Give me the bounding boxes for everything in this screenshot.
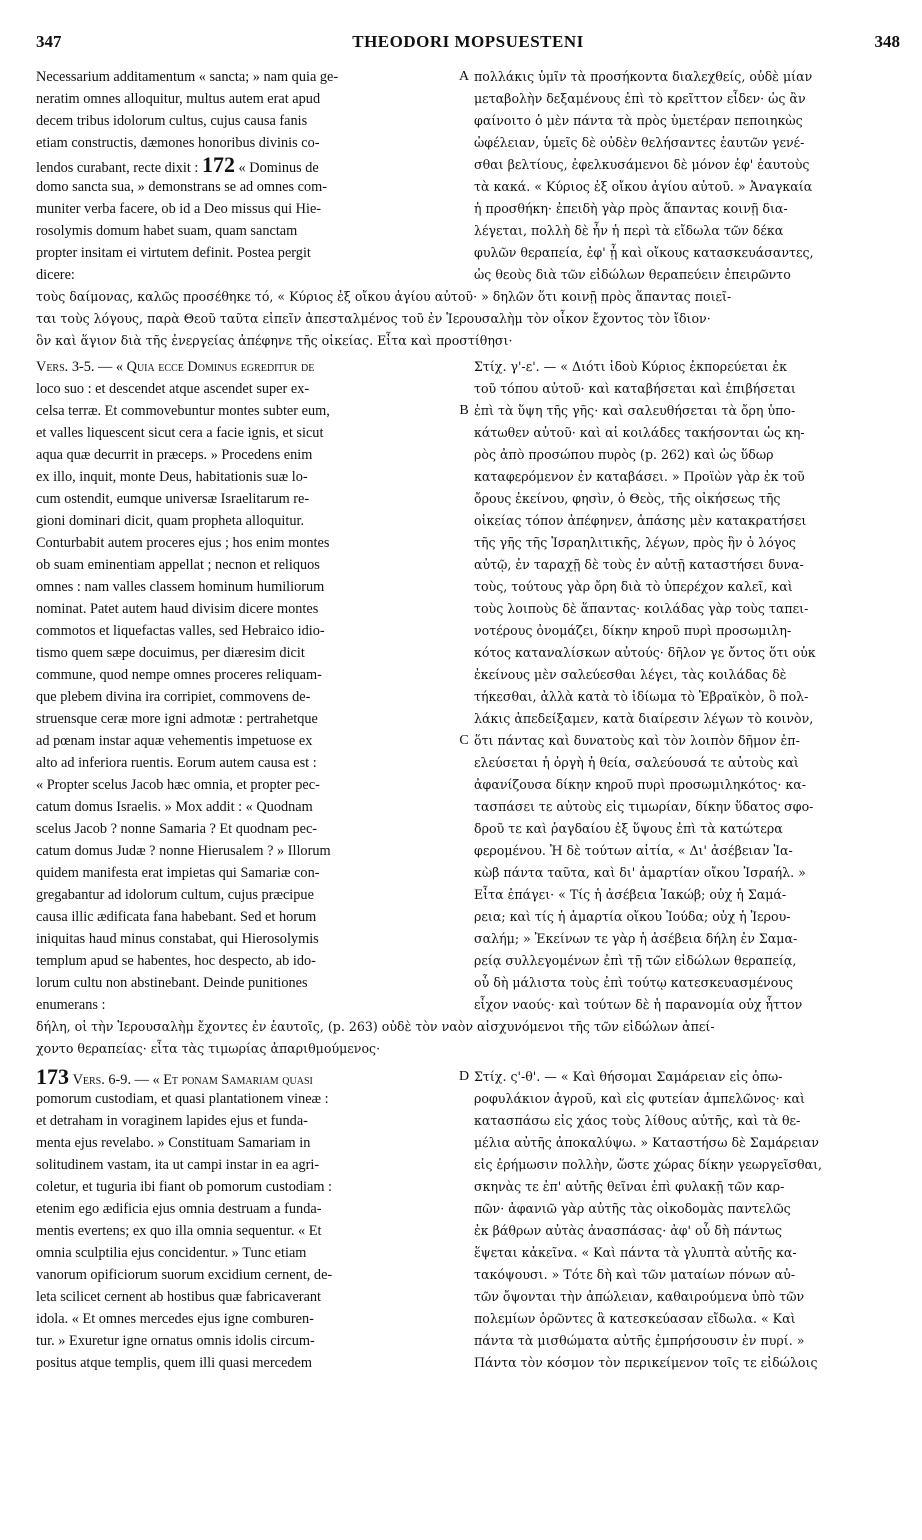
greek-line: ἐπὶ τὰ ὕψη τῆς γῆς· καὶ σαλευθήσεται τὰ ὄρη ὑπο- — [474, 403, 796, 418]
latin-line: cum ostendit, eumque universæ Israelitarum re- — [36, 491, 310, 507]
latin-line: coletur, et tuguria ibi fiant ob pomorum custodiam : — [36, 1179, 333, 1195]
latin-line: ob suam eminentiam appellat ; necnon et reliquos — [36, 557, 320, 573]
greek-line: φερομένου. Ἡ δὲ τούτων αἰτία, « Δι' ἀσέβειαν Ἰα- — [474, 843, 793, 858]
latin-line: struensque ceræ more igni admotæ : pertrahetque — [36, 711, 318, 727]
latin-text: « Dominus de — [238, 160, 319, 176]
latin-line: positus atque templis, quem illi quasi mercedem — [36, 1355, 312, 1371]
greek-line: σκηνὰς τε ἐπ' αὐτῆς θεῖναι ἐπὶ φυλακῇ τῶν καρ- — [474, 1179, 785, 1194]
greek-line: τοὺς λοιποὺς δὲ ἅπαντας· κοιλάδας γὰρ τοὺς ταπει- — [474, 601, 809, 616]
greek-full-line: ὃν καὶ ἅγιον διὰ τῆς ἐνεργείας ἀπέφηνε τῆς οἰκείας. Εἶτα καὶ προστίθησι· — [36, 333, 513, 348]
margin-marker: B — [459, 403, 469, 418]
greek-line: κατασπάσω εἰς χάος τοὺς λίθους αὐτῆς, καὶ τὰ θε- — [474, 1113, 801, 1128]
greek-line: Εἶτα ἐπάγει· « Τίς ἡ ἀσέβεια Ἰακώβ; οὐχ ἡ Σαμά- — [474, 887, 787, 902]
greek-line: ρὸς ἀπὸ προσώπου πυρὸς (p. 262) καὶ ὡς ὕδωρ — [474, 447, 774, 462]
greek-line: τοῦ τόπου αὐτοῦ· καὶ καταβήσεται καὶ ἐπιβήσεται — [474, 381, 796, 396]
running-title: THEODORI MOPSUESTENI — [352, 32, 584, 51]
latin-line: ex illo, inquit, monte Deus, habitationis suæ lo- — [36, 469, 308, 485]
latin-line: menta ejus revelabo. » Constituam Samariam in — [36, 1135, 311, 1151]
greek-line: ἀφανίζουσα δίκην κηροῦ πυρὶ προσωμιληκότος· κα- — [474, 777, 806, 792]
greek-line: ἐκείνους μὲν σαλεύεσθαι λέγει, τὰς κοιλάδας δὲ — [474, 667, 787, 682]
margin-marker: A — [458, 69, 470, 84]
latin-line — [36, 154, 456, 176]
greek-line: ὠφέλειαν, ὑμεῖς δὲ οὐδὲν θελήσαντες ἑαυτῶν γενέ- — [474, 135, 805, 150]
latin-line: nominat. Patet autem haud divisim dicere montes — [36, 601, 319, 617]
greek-line: τῆς γῆς τῆς Ἰσραηλιτικῆς, λέγων, πρὸς ἣν ὁ λόγος — [474, 535, 796, 550]
greek-line: εἶχον ναούς· καὶ τούτων δὲ ἡ παρανομία οὐχ ἧττον — [474, 997, 803, 1012]
latin-line: rosolymis domum habet suam, quam sanctam — [36, 223, 298, 239]
margin-marker: D — [458, 1069, 470, 1084]
latin-line: gioni dominari dicit, quam propheta alloquitur. — [36, 513, 305, 529]
greek-line: ὡς θεοὺς διὰ τῶν εἰδώλων θεραπεύειν ἐπειρῶντο — [474, 267, 791, 282]
latin-line: Conturbabit autem proceres ejus ; hos enim montes — [36, 535, 330, 551]
latin-line: mentis evertens; ex quo illa omnia sequentur. « Et — [36, 1223, 322, 1239]
latin-line: propter insitam ei virtutem definit. Postea pergit — [36, 245, 311, 261]
section-number: 172 — [201, 154, 235, 176]
greek-line: ἐκ βάθρων αὐτὰς ἀνασπάσας· ἀφ' οὗ δὴ πάντως — [474, 1223, 783, 1238]
greek-line: πολλάκις ὑμῖν τὰ προσήκοντα διαλεχθείς, οὐδὲ μίαν — [474, 69, 813, 84]
greek-line: τασπάσει τε αὐτοὺς εἰς τιμωρίαν, δίκην ὕδατος σφο- — [474, 799, 814, 814]
latin-line: loco suo : et descendet atque ascendet super ex- — [36, 381, 310, 397]
latin-line: solitudinem vastam, ita ut campi instar in ea agri- — [36, 1157, 320, 1173]
greek-line: ἡ προσθήκη· ἐπειδὴ γὰρ πρὸς ἅπαντας κοινῇ δια- — [474, 201, 788, 216]
latin-text: lendos curabant, recte dixit : — [36, 160, 199, 176]
greek-line: Πάντα τὸν κόσμον τὸν περικείμενον τοῖς τε εἰδώλοις — [474, 1355, 818, 1370]
latin-line — [36, 1066, 456, 1088]
latin-line: neratim omnes alloquitur, multus autem erat apud — [36, 91, 321, 107]
latin-line: celsa terræ. Et commovebuntur montes subter eum, — [36, 403, 330, 419]
page-number-right: 348 — [874, 32, 900, 51]
latin-line: « Propter scelus Jacob hæc omnia, et propter pec- — [36, 777, 320, 793]
latin-line: causa illic ædificata fana habebant. Sed et horum — [36, 909, 317, 925]
greek-line: αὐτῷ, ἐν ταραχῇ δὲ τοὺς ἐν αὐτῇ καταστήσει δυνα- — [474, 557, 804, 572]
greek-line: τὰ κακά. « Κύριος ἐξ οἴκου ἁγίου αὐτοῦ. » Ἀναγκαία — [474, 179, 813, 194]
latin-line: muniter verba facere, ob id a Deo missus qui Hie- — [36, 201, 322, 217]
greek-line: ἕψεται κἀκεῖνα. « Καὶ πάντα τὰ γλυπτὰ αὐτῆς κα- — [474, 1245, 797, 1260]
greek-line: σαλήμ; » Ἐκείνων τε γὰρ ἡ ἀσέβεια δήλη ἐν Σαμα- — [474, 931, 798, 946]
latin-line: catum domus Israelis. » Mox addit : « Quodnam — [36, 799, 313, 815]
latin-line: tur. » Exuretur igne ornatus omnis idolis circum- — [36, 1333, 315, 1349]
greek-line: μέλια αὐτῆς ἀποκαλύψω. » Καταστήσω δὲ Σαμάρειαν — [474, 1135, 819, 1150]
latin-line: templum apud se habentes, hoc despecto, ab ido- — [36, 953, 316, 969]
greek-line: νοτέρους ὀνομάζει, δίκην κηροῦ πυρὶ προσωμιλη- — [474, 623, 792, 638]
latin-line: scelus Jacob ? nonne Samaria ? Et quodnam pec- — [36, 821, 318, 837]
latin-line: omnia sculptilia ejus concidentur. » Tunc etiam — [36, 1245, 307, 1261]
greek-line: λέγεται, πολλὴ δὲ ἦν ἡ περὶ τὰ εἴδωλα τῶν δέκα — [474, 223, 784, 238]
greek-line: πῶν· ἀφανιῶ γὰρ αὐτῆς τὰς οἰκοδομὰς παντελῶς — [474, 1201, 791, 1216]
latin-line: domo sancta sua, » demonstrans se ad omnes com- — [36, 179, 328, 195]
latin-line: Necessarium additamentum « sancta; » nam quia ge- — [36, 69, 339, 85]
greek-line: δροῦ τε καὶ ῥαγδαίου ἐξ ὕψους ἐπὶ τὰ κατώτερα — [474, 821, 783, 836]
greek-line: μεταβολὴν δεξαμένους ἐπὶ τὸ κρεῖττον εἶδεν· ὡς ἂν — [474, 91, 806, 106]
page-number-left: 347 — [36, 32, 62, 51]
latin-line: et detraham in voraginem lapides ejus et funda- — [36, 1113, 308, 1129]
greek-line: κὼβ πάντα ταῦτα, καὶ δι' ἁμαρτίαν οἴκου Ἰσραήλ. » — [474, 865, 806, 880]
latin-line: tismo quem sæpe docuimus, per diæresim dicit — [36, 645, 305, 661]
margin-marker: C — [459, 733, 469, 748]
latin-line — [36, 356, 456, 378]
greek-line: λάκις ἀπεδείξαμεν, κατὰ διαίρεσιν λέγων τὸ κοινὸν, — [474, 711, 814, 726]
greek-line: καταφερόμενον ἐν καταβάσει. » Προϊὼν γὰρ ἐκ τοῦ — [474, 469, 805, 484]
latin-line: aqua quæ decurrit in præceps. » Procedens enim — [36, 447, 313, 463]
greek-line: Στίχ. γ'-ε'. — « Διότι ἰδοὺ Κύριος ἐκπορεύεται ἐκ — [474, 359, 787, 374]
greek-line: ὄρους ἐκείνου, φησὶν, ὁ Θεὸς, τῆς οἰκήσεως τῆς — [474, 491, 781, 506]
greek-line: πολεμίων ὁρῶντες ἃ κατεσκεύασαν εἴδωλα. « Καὶ — [474, 1311, 796, 1326]
greek-line: εἰς ἐρήμωσιν πολλὴν, ὥστε χώρας δίκην γεωργεῖσθαι, — [474, 1157, 823, 1172]
greek-line: τήκεσθαι, ἀλλὰ κατὰ τὸ ἰδίωμα τὸ Ἑβραϊκὸν, ὃ πολ- — [474, 689, 809, 704]
latin-line: dicere: — [36, 267, 75, 283]
greek-full-line: χοντο θεραπείας· εἶτα τὰς τιμωρίας ἀπαριθμούμενος· — [36, 1041, 381, 1056]
latin-line: leta scilicet cernent ab hostibus quæ fabricaverant — [36, 1289, 322, 1305]
latin-line: que plebem divina ira corripiet, commovens de- — [36, 689, 311, 705]
greek-line: κάτωθεν αὐτοῦ· καὶ αἱ κοιλάδες τακήσονται ὡς κη- — [474, 425, 805, 440]
latin-line: idola. « Et omnes mercedes ejus igne comburen- — [36, 1311, 314, 1327]
greek-line: ροφυλάκιον ἀγροῦ, καὶ εἰς φυτείαν ἀμπελῶνος· καὶ — [474, 1091, 805, 1106]
latin-line: commune, quod nempe omnes proceres reliquam- — [36, 667, 322, 683]
greek-full-line: δήλη, οἱ τὴν Ἱερουσαλὴμ ἔχοντες ἐν ἑαυτοῖς, (p. 263) οὐδὲ τὸν ναὸν αἰσχυνόμενοι τῆς τῶν εἰδώλων ἀπεί- — [36, 1019, 715, 1034]
section-number: 173 — [36, 1066, 69, 1088]
latin-line: enumerans : — [36, 997, 106, 1013]
greek-line: πάντα τὰ μισθώματα αὐτῆς ἐμπρήσουσιν ἐν πυρί. » — [474, 1333, 805, 1348]
greek-full-line: τοὺς δαίμονας, καλῶς προσέθηκε τό, « Κύριος ἐξ οἴκου ἁγίου αὐτοῦ· » δηλῶν ὅτι κοινῇ πρὸς ἅπαντας ποιεῖ- — [36, 289, 732, 304]
latin-line: vanorum opificiorum suorum excidium cernent, de- — [36, 1267, 333, 1283]
latin-line: lorum cultu non abstinebant. Deinde punitiones — [36, 975, 308, 991]
latin-line: et valles liquescent sicut cera a facie ignis, et sicut — [36, 425, 324, 441]
running-header — [36, 32, 900, 58]
greek-line: τῶν ὄψονται τὴν ἀπώλειαν, καθαιρούμενα ὑπὸ τῶν — [474, 1289, 805, 1304]
greek-line: ελεύσεται ἡ ὀργὴ ἡ θεία, σαλεύουσά τε αὐτοὺς καὶ — [474, 755, 799, 770]
latin-line: pomorum custodiam, et quasi plantationem vineæ : — [36, 1091, 329, 1107]
latin-line: etiam constructis, dæmones honoribus divinis co- — [36, 135, 320, 151]
greek-line: τοὺς, τούτους γὰρ ὄρη διὰ τὸ ὑπερέχον καλεῖ, καὶ — [474, 579, 793, 594]
greek-line: ρεια; καὶ τίς ἡ ἁμαρτία οἴκου Ἰούδα; οὐχ ἡ Ἱερου- — [474, 909, 791, 924]
latin-line: ad pœnam instar aquæ vehementis impetuose ex — [36, 733, 313, 749]
greek-line: φυλῶν θεραπεία, ἐφ' ᾗ καὶ οἴκους κατασκευάσαντες, — [474, 245, 814, 260]
latin-line: etenim ego ædificia ejus omnia destruam a funda- — [36, 1201, 322, 1217]
latin-text: Vers. 3-5. — « Quia ecce Dominus egreditur de — [36, 359, 315, 375]
latin-line: iniquitas haud minus constabat, qui Hierosolymis — [36, 931, 319, 947]
greek-full-line: ται τοὺς λόγους, παρὰ Θεοῦ ταῦτα εἰπεῖν ἀπεσταλμένος τοῦ ἐν Ἱερουσαλὴμ τὸν οἶκον ἔχοντος τὸν ἴδιον· — [36, 311, 711, 326]
greek-line: σθαι βελτίους, ἐφελκυσάμενοι δὲ μόνον ἐφ' ἑαυτοὺς — [474, 157, 810, 172]
latin-line: catum domus Judæ ? nonne Hierusalem ? » Illorum — [36, 843, 331, 859]
greek-line: ὅτι πάντας καὶ δυνατοὺς καὶ τὸν λοιπὸν δῆμον ἐπ- — [474, 733, 800, 748]
greek-line: οὗ δὴ μάλιστα τοὺς ἐπὶ τούτῳ κατεσκευασμένους — [474, 975, 794, 990]
greek-line: τακόψουσι. » Τότε δὴ καὶ τῶν ματαίων πόνων αὐ- — [474, 1267, 795, 1282]
greek-line: Στίχ. ς'-θ'. — « Καὶ θήσομαι Σαμάρειαν εἰς ὀπω- — [474, 1069, 783, 1084]
latin-line: quidem manifesta erat impietas qui Samariæ con- — [36, 865, 320, 881]
greek-line: οἰκείας τόπον ἀπέφηνεν, ἁπάσης μὲν κατακρατήσει — [474, 513, 807, 528]
latin-line: gregabantur ad idolorum cultum, cujus præcipue — [36, 887, 314, 903]
greek-line: φαίνοιτο ὁ μὲν πάντα τὰ πρὸς ὑμετέραν πεποιηκὼς — [474, 113, 803, 128]
latin-line: omnes : nam valles classem hominum humiliorum — [36, 579, 325, 595]
latin-text: Vers. 6-9. — « Et ponam Samariam quasi — [72, 1072, 313, 1088]
greek-line: ρείᾳ συλλεγομένων ἐπὶ τῇ τῶν εἰδώλων θεραπείᾳ, — [474, 953, 797, 968]
latin-line: alto ad inferiora ruentis. Eorum autem causa est : — [36, 755, 317, 771]
greek-line: κότος καταναλίσκων αὐτούς· δῆλον γε ὄντος ὅτι οὐκ — [474, 645, 816, 660]
latin-line: decem tribus idolorum cultus, cujus causa fanis — [36, 113, 308, 129]
latin-line: commotos et liquefactas valles, sed Hebraico idio- — [36, 623, 325, 639]
